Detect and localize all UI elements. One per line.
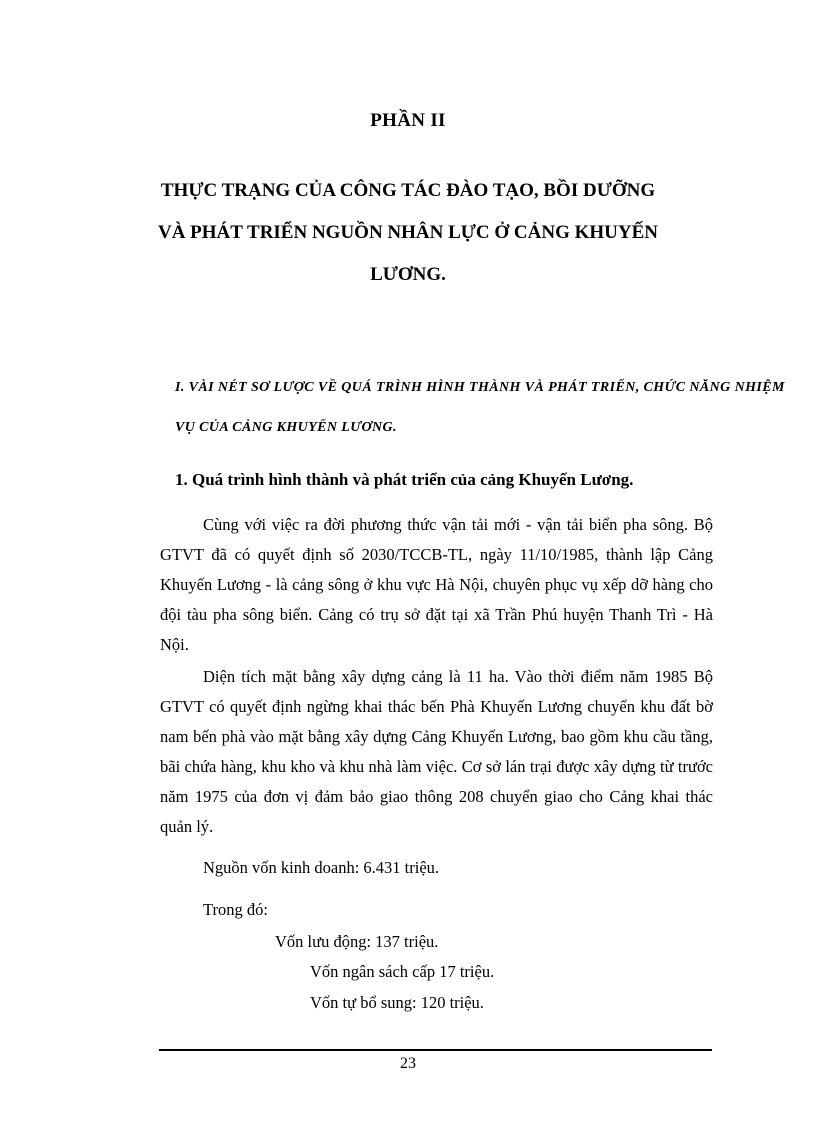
section-heading-line-1: I. VÀI NÉT SƠ LƯỢC VỀ QUÁ TRÌNH HÌNH THÀNH VÀ PHÁT TRIỂN, CHỨC NĂNG NHIỆM	[175, 380, 785, 395]
section-heading-line-2: VỤ CỦA CẢNG KHUYẾN LƯƠNG.	[175, 420, 397, 435]
capital-budget: Vốn ngân sách cấp 17 triệu.	[310, 962, 495, 981]
chapter-title-line-3: LƯƠNG.	[370, 264, 446, 285]
chapter-title-line-1: THỰC TRẠNG CỦA CÔNG TÁC ĐÀO TẠO, BỒI DƯỠNG	[160, 180, 656, 201]
chapter-title-line-2: VÀ PHÁT TRIỂN NGUỒN NHÂN LỰC Ở CẢNG KHUYẾN	[157, 222, 658, 243]
chapter-title	[0, 170, 816, 296]
footer-divider	[159, 1049, 712, 1051]
capital-total: Nguồn vốn kinh doanh: 6.431 triệu.	[203, 858, 440, 877]
part-title: PHẦN II	[370, 110, 446, 131]
page-number: 23	[400, 1055, 416, 1072]
paragraph-site-area: Diện tích mặt bằng xây dựng cảng là 11 ha. Vào thời điểm năm 1985 Bộ GTVT có quyết định ngừng khai thác bến Phà Khuyến Lương chuyển khu đất bờ nam bến phà vào mặt bằng xây dựng Cảng Khuyến Lương, bao gồm khu cầu tầng, bãi chứa hàng, khu kho và khu nhà làm việc. Cơ sở lán trại được xây dựng từ trước năm 1975 của đơn vị đảm bảo giao thông 208 chuyển giao cho Cảng khai thác quản lý.	[160, 667, 713, 836]
capital-of-which: Trong đó:	[203, 900, 268, 919]
capital-self-funded: Vốn tự bổ sung: 120 triệu.	[310, 993, 484, 1012]
section-heading	[175, 368, 785, 448]
paragraph-founding: Cùng với việc ra đời phương thức vận tải mới - vận tải biển pha sông. Bộ GTVT đã có quyết định số 2030/TCCB-TL, ngày 11/10/1985, thành lập Cảng Khuyến Lương - là cảng sông ở khu vực Hà Nội, chuyên phục vụ xếp dỡ hàng cho đội tàu pha sông biển. Cảng có trụ sở đặt tại xã Trần Phú huyện Thanh Trì - Hà Nội.	[160, 515, 713, 654]
subsection-heading: 1. Quá trình hình thành và phát triển của cảng Khuyến Lương.	[175, 470, 634, 489]
capital-working: Vốn lưu động: 137 triệu.	[275, 932, 439, 951]
